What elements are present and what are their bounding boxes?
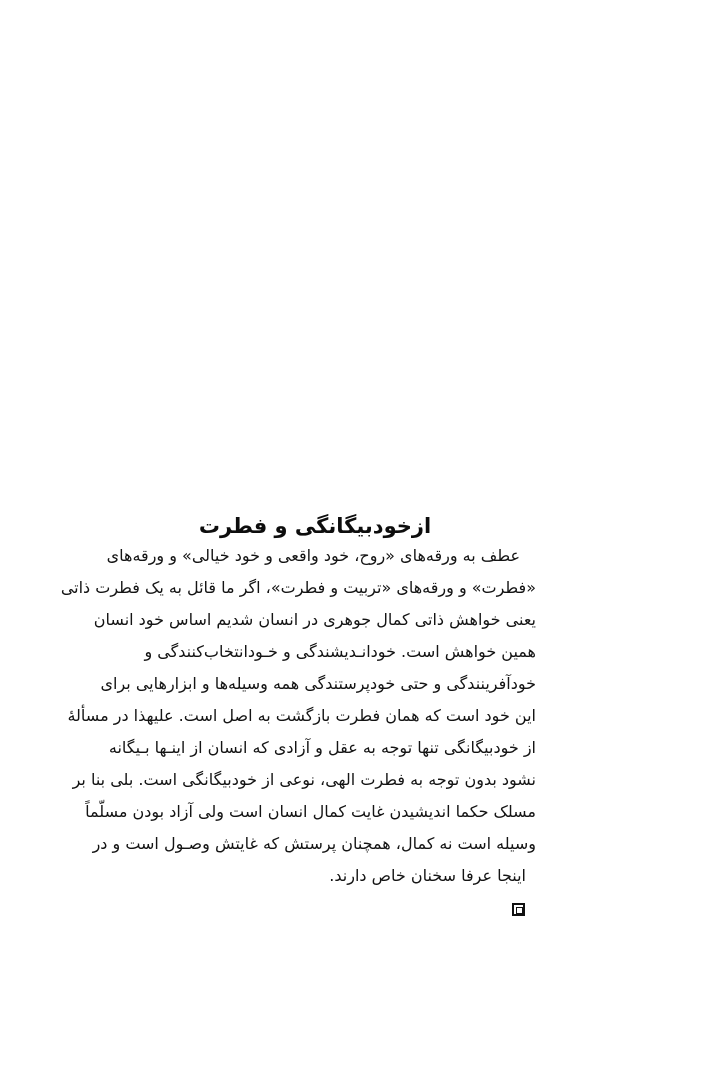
text-line: نشود بدون توجه به فطرت الهی، نوعی از خودبیگانگی است. بلی بنا بر [72, 770, 536, 789]
text-line: این خود است که همان فطرت بازگشت به اصل است. علیهذا در مسألهٔ [67, 706, 536, 725]
text-line: از خودبیگانگی تنها توجه به عقل و آزادی که انسان از اینـها بـیگانه [108, 738, 536, 757]
text-line: «فطرت» و ورقه‌های «تربیت و فطرت»، اگر ما قائل به یک فطرت ذاتی [60, 578, 536, 597]
body-paragraph [60, 540, 536, 892]
square-end-mark-icon [512, 903, 525, 916]
text-line: خودآفرینندگی و حتی خودپرستندگی همه وسیله‌ها و ابزارهایی برای [100, 674, 536, 693]
text-line: مسلک حکما اندیشیدن غایت کمال انسان است ولی آزاد بودن مسلّماً [85, 802, 536, 821]
text-line: یعنی خواهش ذاتی کمال جوهری در انسان شدیم اساس خود انسان [93, 610, 536, 629]
text-line: همین خواهش است. خودانـدیشندگی و خـودانتخاب‌کنندگی و [144, 642, 536, 661]
text-line: وسیله است نه کمال، همچنان پرستش که غایتش وصـول است و در [92, 834, 536, 853]
section-title: ازخودبیگانگی و فطرت [198, 514, 432, 538]
text-line: عطف به ورقه‌های «روح، خود واقعی و خود خیالی» و ورقه‌های [106, 546, 520, 565]
text-line: اینجا عرفا سخنان خاص دارند. [329, 866, 526, 885]
